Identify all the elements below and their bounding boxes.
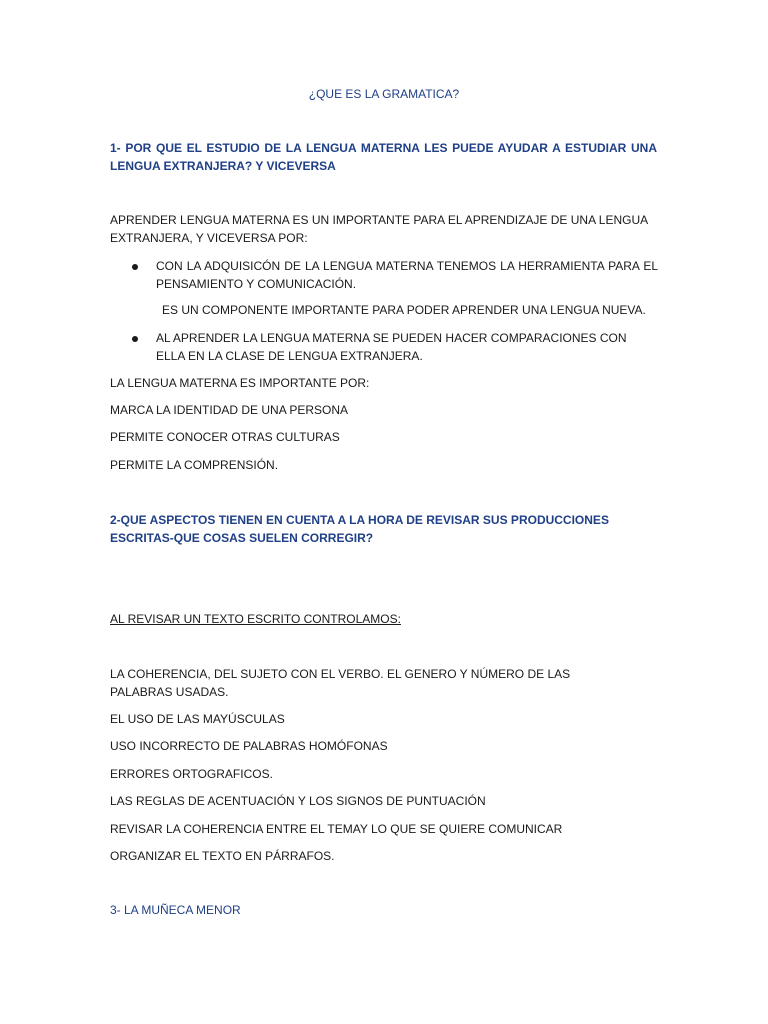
question-1-intro: APRENDER LENGUA MATERNA ES UN IMPORTANTE PARA EL APRENDIZAJE DE UNA LENGUA EXTRANJERA, Y VICEVERSA POR:: [110, 213, 648, 245]
question-3-heading: 3- LA MUÑECA MENOR: [110, 903, 241, 917]
page-title: ¿QUE ES LA GRAMATICA?: [308, 87, 460, 101]
review-item: EL USO DE LAS MAYÚSCULAS: [110, 712, 285, 726]
bullet-item-2: AL APRENDER LA LENGUA MATERNA SE PUEDEN HACER COMPARACIONES CON ELLA EN LA CLASE DE LENGUA EXTRANJERA.: [156, 331, 627, 363]
reason-item: PERMITE LA COMPRENSIÓN.: [110, 458, 279, 472]
importance-intro: LA LENGUA MATERNA ES IMPORTANTE POR:: [110, 376, 370, 390]
reason-item: MARCA LA IDENTIDAD DE UNA PERSONA: [110, 403, 349, 417]
reason-item: PERMITE CONOCER OTRAS CULTURAS: [110, 430, 340, 444]
bullet-icon: [132, 264, 138, 270]
review-item: LAS REGLAS DE ACENTUACIÓN Y LOS SIGNOS DE PUNTUACIÓN: [110, 794, 486, 808]
question-2-subheading: AL REVISAR UN TEXTO ESCRITO CONTROLAMOS:: [110, 612, 401, 626]
question-2-heading: 2-QUE ASPECTOS TIENEN EN CUENTA A LA HORA DE REVISAR SUS PRODUCCIONES ESCRITAS-QUE COSAS SUELEN CORREGIR?: [110, 513, 609, 545]
review-item: USO INCORRECTO DE PALABRAS HOMÓFONAS: [110, 739, 388, 753]
indented-paragraph: ES UN COMPONENTE IMPORTANTE PARA PODER APRENDER UNA LENGUA NUEVA.: [162, 303, 646, 317]
review-item: LA COHERENCIA, DEL SUJETO CON EL VERBO. EL GENERO Y NÚMERO DE LAS PALABRAS USADAS.: [110, 667, 571, 699]
review-item: REVISAR LA COHERENCIA ENTRE EL TEMAY LO QUE SE QUIERE COMUNICAR: [110, 822, 563, 836]
bullet-item-1: CON LA ADQUISICÓN DE LA LENGUA MATERNA TENEMOS LA HERRAMIENTA PARA EL PENSAMIENTO Y COMUNICACIÓN.: [156, 259, 658, 291]
review-item: ERRORES ORTOGRAFICOS.: [110, 767, 273, 781]
review-item: ORGANIZAR EL TEXTO EN PÁRRAFOS.: [110, 849, 335, 863]
bullet-icon: [132, 336, 138, 342]
question-1-heading: 1- POR QUE EL ESTUDIO DE LA LENGUA MATERNA LES PUEDE AYUDAR A ESTUDIAR UNA LENGUA EXTRANJERA? Y VICEVERSA: [110, 141, 657, 173]
